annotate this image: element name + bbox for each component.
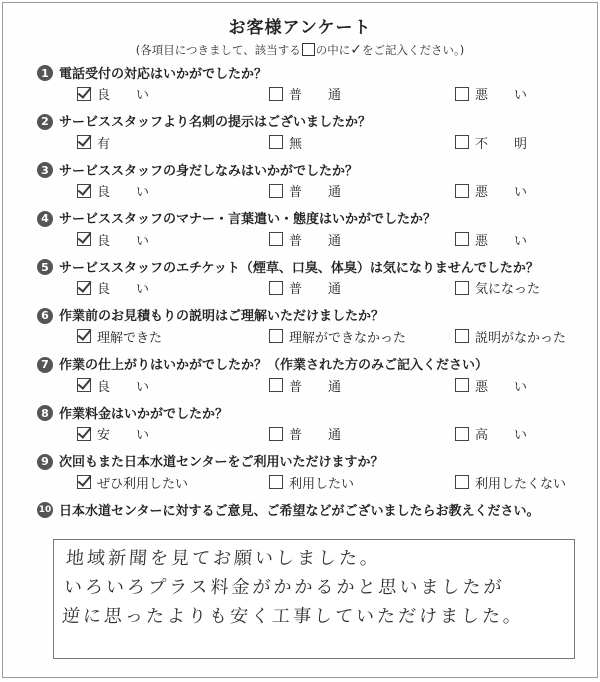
instructions-before: (各項目につきまして、該当する <box>135 43 301 57</box>
option-label: 説明がなかった <box>475 330 567 346</box>
question-2 <box>3 109 597 158</box>
option-group <box>41 376 597 398</box>
option-1[interactable] <box>77 376 149 395</box>
option-3[interactable] <box>455 278 540 297</box>
option-group <box>41 230 597 252</box>
option-label: 良 い <box>97 282 150 298</box>
option-3[interactable] <box>455 424 527 443</box>
question-number: 1 <box>37 65 53 81</box>
checkbox-icon[interactable] <box>77 475 91 489</box>
question-9 <box>3 449 597 498</box>
option-label: 悪 い <box>475 88 528 103</box>
option-label: 普 通 <box>289 185 342 201</box>
option-label: 気になった <box>475 282 541 298</box>
question-text: 作業前のお見積もりの説明はご理解いただけましたか？ <box>59 309 385 325</box>
option-2[interactable] <box>269 181 341 200</box>
question-1 <box>3 60 597 109</box>
option-label: 利用したくない <box>475 476 567 492</box>
option-3[interactable] <box>455 133 527 152</box>
question-number: 8 <box>37 405 53 421</box>
option-3[interactable] <box>455 230 527 249</box>
question-text: サービススタッフのエチケット（煙草、口臭、体臭）は気になりませんでしたか？ <box>59 260 539 276</box>
option-label: 良 い <box>97 379 150 395</box>
question-text: サービススタッフの身だしなみはいかがでしたか？ <box>59 163 359 179</box>
option-1[interactable] <box>77 473 188 492</box>
option-label: 良 い <box>97 233 150 249</box>
checkbox-icon[interactable] <box>455 87 469 101</box>
option-label: 良 い <box>97 88 150 103</box>
question-4 <box>3 206 597 255</box>
option-1[interactable] <box>77 133 110 152</box>
page-title: お客様アンケート <box>228 18 372 38</box>
option-group <box>41 133 597 155</box>
question-text: 作業料金はいかがでしたか？ <box>59 406 229 422</box>
checkbox-icon[interactable] <box>455 329 469 343</box>
checkbox-icon[interactable] <box>269 329 283 343</box>
option-label: 良 い <box>97 185 150 201</box>
question-text: 次回もまた日本水道センターをご利用いただけますか？ <box>59 455 384 471</box>
survey-sheet <box>2 2 598 678</box>
checkbox-icon[interactable] <box>77 329 91 343</box>
checkbox-icon[interactable] <box>455 135 469 149</box>
question-list <box>3 60 597 497</box>
checkbox-icon[interactable] <box>269 475 283 489</box>
option-1[interactable] <box>77 230 149 249</box>
option-3[interactable] <box>455 376 527 395</box>
option-label: 普 通 <box>289 233 342 249</box>
question-number: 6 <box>37 308 53 324</box>
checkbox-icon[interactable] <box>455 475 469 489</box>
question-number: 4 <box>37 211 53 227</box>
option-label: 不 明 <box>475 136 528 152</box>
option-1[interactable] <box>77 181 149 200</box>
checkmark-sample-icon: ✓ <box>350 42 362 58</box>
option-group <box>41 473 597 495</box>
option-2[interactable] <box>269 327 406 346</box>
option-1[interactable] <box>77 424 149 443</box>
question-number: 5 <box>37 259 53 275</box>
checkbox-icon[interactable] <box>269 232 283 246</box>
option-3[interactable] <box>455 327 566 346</box>
checkbox-icon[interactable] <box>77 87 91 101</box>
option-3[interactable] <box>455 84 527 103</box>
question-7 <box>3 352 597 401</box>
instructions-middle: の中に <box>315 43 351 57</box>
option-1[interactable] <box>77 327 162 346</box>
option-label: 有 <box>97 136 111 152</box>
option-2[interactable] <box>269 230 341 249</box>
comment-line: 逆に思ったよりも安く工事していただけました。 <box>61 606 525 627</box>
checkbox-icon[interactable] <box>269 87 283 101</box>
question-10 <box>3 497 597 521</box>
checkbox-icon[interactable] <box>455 281 469 295</box>
option-3[interactable] <box>455 473 566 492</box>
question-number: 10 <box>37 502 53 518</box>
option-2[interactable] <box>269 278 341 297</box>
question-3 <box>3 157 597 206</box>
checkbox-icon[interactable] <box>269 184 283 198</box>
option-1[interactable] <box>77 278 149 297</box>
checkbox-icon[interactable] <box>269 427 283 441</box>
option-group <box>41 278 597 300</box>
question-number: 3 <box>37 162 53 178</box>
checkbox-icon[interactable] <box>269 281 283 295</box>
instructions-after: をご記入ください。) <box>362 43 465 57</box>
instructions <box>3 42 597 58</box>
option-3[interactable] <box>455 181 527 200</box>
option-label: 理解できた <box>97 330 163 346</box>
checkbox-icon[interactable] <box>455 378 469 392</box>
option-label: 普 通 <box>289 88 342 103</box>
checkbox-icon[interactable] <box>455 232 469 246</box>
checkbox-icon[interactable] <box>77 184 91 198</box>
option-label: 悪 い <box>475 379 528 395</box>
option-label: 普 通 <box>289 428 342 444</box>
option-label: 悪 い <box>475 185 528 201</box>
option-label: 普 通 <box>289 379 342 395</box>
option-2[interactable] <box>269 84 341 103</box>
checkbox-icon[interactable] <box>455 184 469 198</box>
option-label: 普 通 <box>289 282 342 298</box>
checkbox-sample-icon <box>302 43 315 56</box>
checkbox-icon[interactable] <box>77 427 91 441</box>
option-2[interactable] <box>269 133 302 152</box>
option-2[interactable] <box>269 424 341 443</box>
option-label: 理解ができなかった <box>289 330 407 346</box>
comment-line: いろいろプラス料金がかかるかと思いましたが <box>63 577 506 598</box>
comment-field[interactable] <box>53 539 575 659</box>
option-2[interactable] <box>269 376 341 395</box>
question-text: サービススタッフのマナー・言葉遣い・態度はいかがでしたか？ <box>59 212 437 228</box>
option-label: ぜひ利用したい <box>97 476 189 492</box>
option-group <box>41 84 597 106</box>
option-label: 無 <box>289 136 303 152</box>
option-group <box>41 424 597 446</box>
question-8 <box>3 400 597 449</box>
question-text: 日本水道センターに対するご意見、ご希望などがございましたらお教えください。 <box>59 503 540 519</box>
handwritten-comment <box>51 540 578 635</box>
checkbox-icon[interactable] <box>77 232 91 246</box>
checkbox-icon[interactable] <box>455 427 469 441</box>
option-2[interactable] <box>269 473 354 492</box>
checkbox-icon[interactable] <box>77 378 91 392</box>
option-group <box>41 181 597 203</box>
checkbox-icon[interactable] <box>77 281 91 295</box>
comment-line: 地域新聞を見てお願いしました。 <box>65 548 382 569</box>
question-text: 電話受付の対応はいかがでしたか？ <box>59 66 268 82</box>
question-text: サービススタッフより名刺の提示はございましたか？ <box>59 115 372 131</box>
question-number: 7 <box>37 357 53 373</box>
question-number: 9 <box>37 454 53 470</box>
option-1[interactable] <box>77 84 149 103</box>
option-label: 高 い <box>475 428 528 444</box>
option-group <box>41 327 597 349</box>
checkbox-icon[interactable] <box>77 135 91 149</box>
option-label: 利用したい <box>289 476 355 492</box>
question-6 <box>3 303 597 352</box>
option-label: 悪 い <box>475 233 528 249</box>
option-label: 安 い <box>97 428 150 444</box>
question-text: 作業の仕上がりはいかがでしたか？（作業された方のみご記入ください） <box>59 358 489 374</box>
checkbox-icon[interactable] <box>269 135 283 149</box>
question-number: 2 <box>37 114 53 130</box>
question-5 <box>3 254 597 303</box>
checkbox-icon[interactable] <box>269 378 283 392</box>
